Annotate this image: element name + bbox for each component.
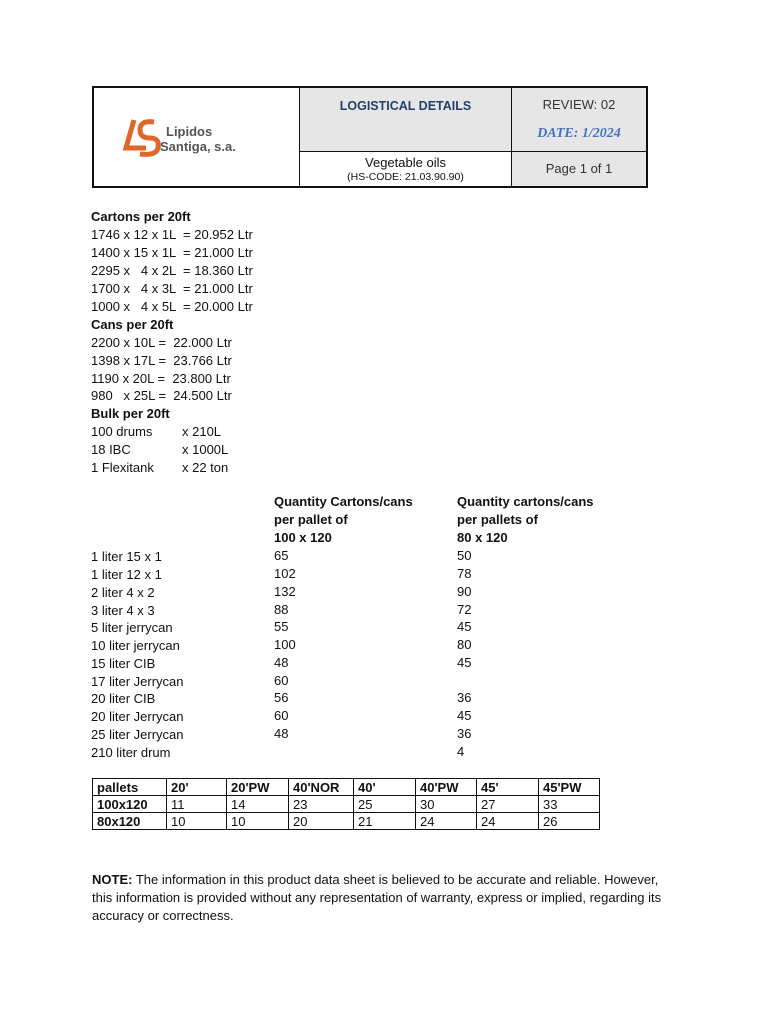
logo-cell xyxy=(94,88,300,186)
bulk-item-qty: x 22 ton xyxy=(182,460,229,475)
row-p100: 60 xyxy=(274,708,289,723)
product-cell xyxy=(300,152,512,186)
table-cell: 24 xyxy=(416,813,477,830)
cans-heading: Cans per 20ft xyxy=(91,317,174,332)
header-cell: 40'NOR xyxy=(289,779,354,796)
disclaimer-note xyxy=(92,871,682,925)
col2-header-line: Quantity cartons/cans xyxy=(457,494,594,509)
row-p100: 60 xyxy=(274,673,289,688)
cans-line: 2200 x 10L = 22.000 Ltr xyxy=(91,335,232,350)
document-header xyxy=(92,86,648,188)
table-cell: 26 xyxy=(539,813,600,830)
row-label: 17 liter Jerrycan xyxy=(91,674,184,689)
row-label: 3 liter 4 x 3 xyxy=(91,603,155,618)
table-cell: 100x120 xyxy=(93,796,167,813)
row-p80: 36 xyxy=(457,726,472,741)
header-cell: 45'PW xyxy=(539,779,600,796)
header-cell: 40'PW xyxy=(416,779,477,796)
page-label: Page 1 of 1 xyxy=(545,161,613,176)
col1-header-line: 100 x 120 xyxy=(274,530,332,545)
hs-code: (HS-CODE: 21.03.90.90) xyxy=(347,171,464,183)
cans-line: 1398 x 17L = 23.766 Ltr xyxy=(91,353,232,368)
row-label: 20 liter Jerrycan xyxy=(91,709,184,724)
table-cell: 14 xyxy=(227,796,289,813)
table-cell: 21 xyxy=(354,813,416,830)
note-label: NOTE: xyxy=(92,872,133,887)
table-cell: 20 xyxy=(289,813,354,830)
table-cell: 80x120 xyxy=(93,813,167,830)
row-p80: 50 xyxy=(457,548,472,563)
row-label: 210 liter drum xyxy=(91,745,171,760)
row-p80: 45 xyxy=(457,655,472,670)
cartons-line: 2295 x 4 x 2L = 18.360 Ltr xyxy=(91,263,253,278)
row-p80: 90 xyxy=(457,584,472,599)
row-label: 1 liter 12 x 1 xyxy=(91,567,162,582)
header-cell: 20'PW xyxy=(227,779,289,796)
pallets-table xyxy=(92,778,600,830)
logo-text-1: Lipidos xyxy=(166,124,213,139)
table-cell: 23 xyxy=(289,796,354,813)
header-cell: 45' xyxy=(477,779,539,796)
row-p100: 56 xyxy=(274,690,289,705)
table-cell: 10 xyxy=(227,813,289,830)
bulk-item-name: 18 IBC xyxy=(91,442,131,457)
header-cell: pallets xyxy=(93,779,167,796)
row-p80: 36 xyxy=(457,690,472,705)
row-label: 10 liter jerrycan xyxy=(91,638,180,653)
header-cell: 20' xyxy=(167,779,227,796)
row-label: 5 liter jerrycan xyxy=(91,620,173,635)
table-cell: 27 xyxy=(477,796,539,813)
table-header-row xyxy=(93,779,600,796)
product-name: Vegetable oils xyxy=(365,155,446,170)
row-label: 15 liter CIB xyxy=(91,656,156,671)
table-cell: 30 xyxy=(416,796,477,813)
review-cell xyxy=(512,88,646,116)
col2-header-line: 80 x 120 xyxy=(457,530,508,545)
date-cell xyxy=(512,116,646,152)
row-p100: 88 xyxy=(274,602,289,617)
bulk-item-qty: x 1000L xyxy=(182,442,229,457)
cans-line: 1190 x 20L = 23.800 Ltr xyxy=(91,371,231,386)
row-p100: 48 xyxy=(274,655,289,670)
row-p80: 80 xyxy=(457,637,472,652)
cartons-line: 1000 x 4 x 5L = 20.000 Ltr xyxy=(91,299,253,314)
table-cell: 24 xyxy=(477,813,539,830)
cartons-line: 1700 x 4 x 3L = 21.000 Ltr xyxy=(91,281,253,296)
col2-header-line: per pallets of xyxy=(457,512,538,527)
row-p100: 55 xyxy=(274,619,289,634)
review-label: REVIEW: 02 xyxy=(542,97,616,112)
row-p100: 100 xyxy=(274,637,296,652)
table-row xyxy=(93,813,600,830)
row-p80: 4 xyxy=(457,744,465,759)
row-p100: 132 xyxy=(274,584,296,599)
bulk-item-qty: x 210L xyxy=(182,424,222,439)
bulk-item-name: 100 drums xyxy=(91,424,153,439)
row-label: 25 liter Jerrycan xyxy=(91,727,184,742)
row-p80: 72 xyxy=(457,602,472,617)
table-cell: 11 xyxy=(167,796,227,813)
title-cell xyxy=(300,88,512,152)
document-title: LOGISTICAL DETAILS xyxy=(339,99,472,113)
row-p100: 65 xyxy=(274,548,289,563)
col1-header-line: per pallet of xyxy=(274,512,348,527)
lipidos-santiga-logo xyxy=(120,108,238,168)
row-p80: 78 xyxy=(457,566,472,581)
table-cell: 33 xyxy=(539,796,600,813)
header-cell: 40' xyxy=(354,779,416,796)
logo-text-2: Santiga, s.a. xyxy=(160,139,236,154)
date-label: DATE: 1/2024 xyxy=(537,126,621,141)
row-label: 1 liter 15 x 1 xyxy=(91,549,162,564)
table-cell: 10 xyxy=(167,813,227,830)
cartons-line: 1400 x 15 x 1L = 21.000 Ltr xyxy=(91,245,253,260)
row-p80: 45 xyxy=(457,619,472,634)
row-p100: 48 xyxy=(274,726,289,741)
col1-header-line: Quantity Cartons/cans xyxy=(274,494,413,509)
row-p100: 102 xyxy=(274,566,296,581)
cans-line: 980 x 25L = 24.500 Ltr xyxy=(91,388,232,403)
table-cell: 25 xyxy=(354,796,416,813)
bulk-item-name: 1 Flexitank xyxy=(91,460,154,475)
row-label: 2 liter 4 x 2 xyxy=(91,585,155,600)
row-label: 20 liter CIB xyxy=(91,691,156,706)
cartons-heading: Cartons per 20ft xyxy=(91,209,191,224)
note-text: The information in this product data sheet is believed to be accurate and reliable. However, this information is provided without any representation of warranty, express or implied, regarding its accuracy or correctness. xyxy=(92,872,662,923)
bulk-heading: Bulk per 20ft xyxy=(91,406,170,421)
table-row xyxy=(93,796,600,813)
page-cell xyxy=(512,152,646,186)
row-p80: 45 xyxy=(457,708,472,723)
cartons-line: 1746 x 12 x 1L = 20.952 Ltr xyxy=(91,227,253,242)
